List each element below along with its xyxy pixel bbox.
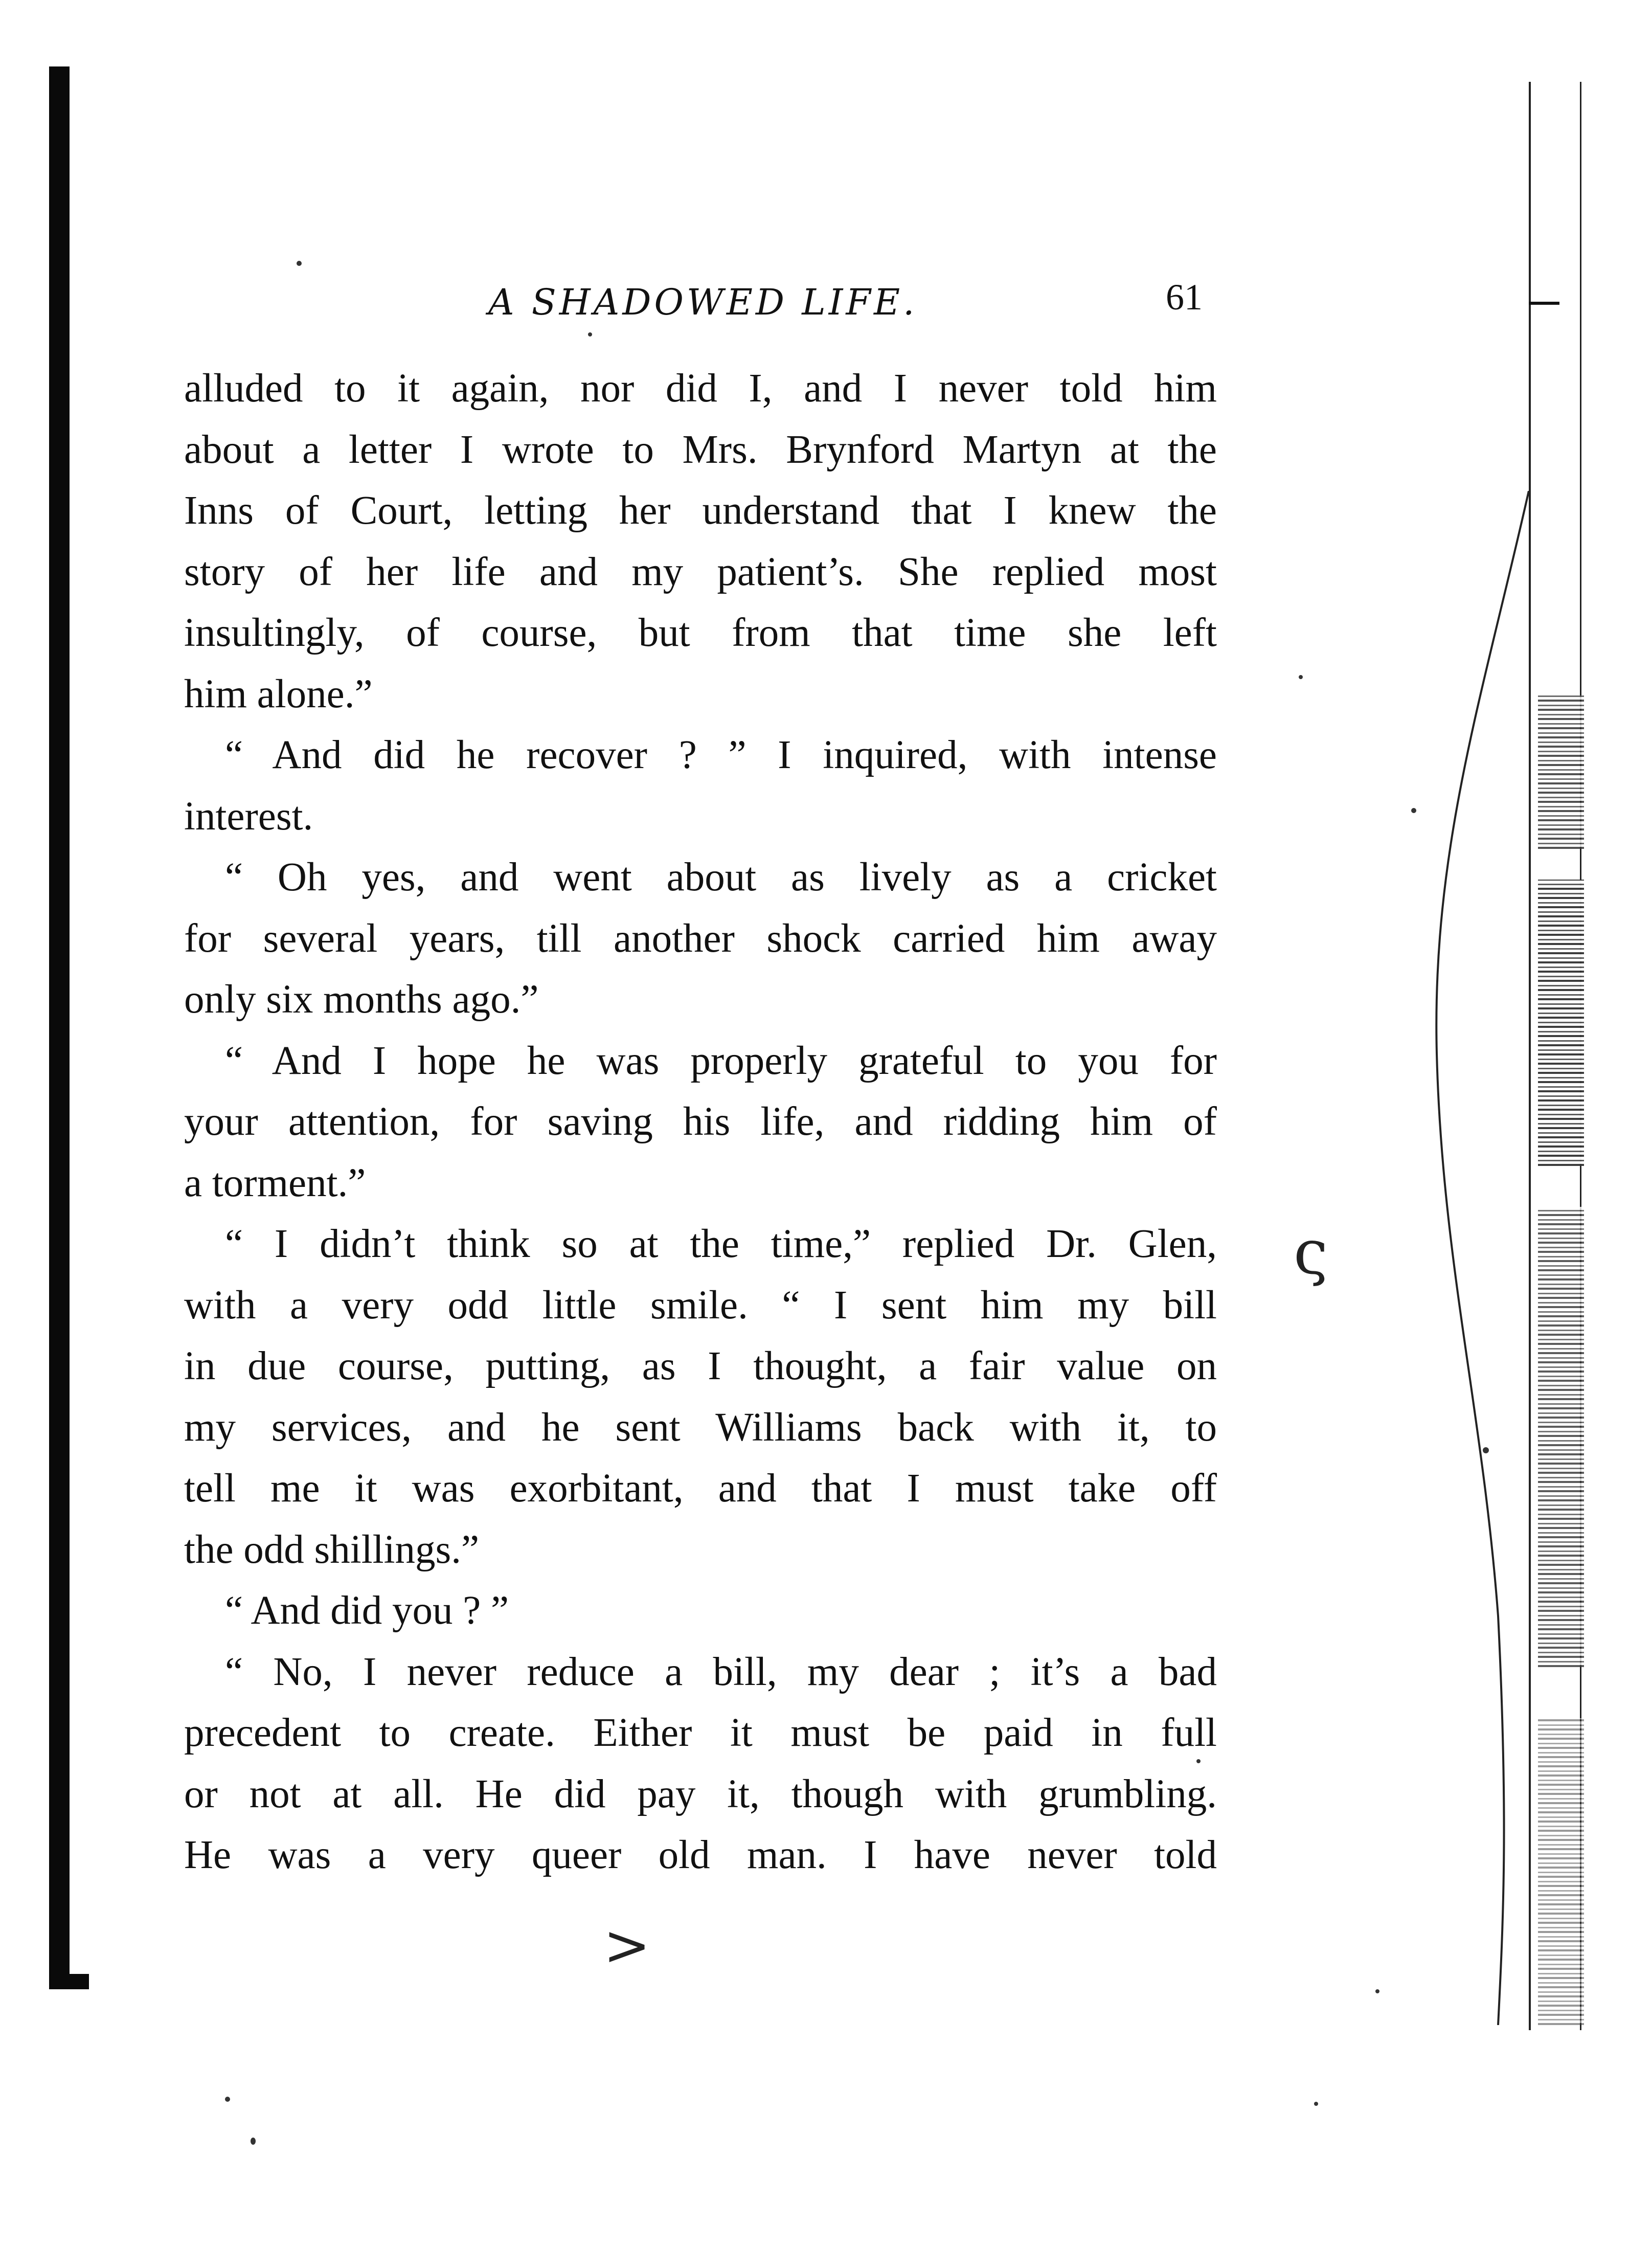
text-line: “ Oh yes, and went about as lively as a cricket [225,855,1217,900]
scanner-edge-artifact [1529,82,1590,2030]
text-line: Inns of Court, letting her understand that I knew the [184,488,1217,533]
body-text [184,358,1217,1886]
scan-speck [1483,1447,1489,1453]
text-line: with a very odd little smile. “ I sent him my bill [184,1283,1217,1328]
stray-mark: > [603,1913,651,1978]
text-line: alluded to it again, nor did I, and I never told him [184,366,1217,411]
text-line: in due course, putting, as I thought, a fair value on [184,1344,1217,1388]
text-line: story of her life and my patient’s. She replied most [184,549,1217,594]
scan-speck [251,2138,256,2145]
text-line: about a letter I wrote to Mrs. Brynford Martyn at the [184,427,1217,472]
running-title: A SHADOWED LIFE. [488,281,918,323]
text-line: him alone.” [184,671,373,716]
text-line: for several years, till another shock carried him away [184,916,1217,961]
text-line: “ I didn’t think so at the time,” replied Dr. Glen, [225,1222,1217,1266]
scan-speck [1299,675,1303,679]
text-line: tell me it was exorbitant, and that I must take off [184,1466,1217,1511]
text-line: “ And did you ? ” [225,1588,509,1633]
stray-mark: ς [1294,1217,1328,1288]
scan-speck [297,261,302,266]
text-line: a torment.” [184,1160,366,1205]
scanner-noise [1538,1718,1584,2025]
scan-speck [1314,2102,1318,2106]
text-line: “ And I hope he was properly grateful to you for [225,1038,1217,1083]
text-line: He was a very queer old man. I have never told [184,1833,1217,1877]
text-line: the odd shillings.” [184,1527,480,1572]
text-line: interest. [184,794,313,839]
scanner-noise [1538,695,1584,849]
text-line: your attention, for saving his life, and ridding him of [184,1099,1217,1144]
text-line: my services, and he sent Williams back with it, to [184,1405,1217,1450]
text-line: insultingly, of course, but from that time she left [184,611,1217,655]
text-line: only six months ago.” [184,977,539,1022]
page-header [0,271,1652,332]
binding-shadow-foot [49,1974,89,1989]
scan-speck [1196,1759,1201,1763]
text-line: “ No, I never reduce a bill, my dear ; it’s a bad [225,1649,1217,1694]
text-line: “ And did he recover ? ” I inquired, with intense [225,733,1217,777]
scan-speck [1375,1989,1379,1993]
scan-speck [1411,808,1416,813]
binding-shadow [49,66,70,1989]
scan-speck [225,2097,230,2102]
scan-speck [588,332,592,336]
scanner-noise [1538,880,1584,1166]
page-number: 61 [1166,277,1203,318]
scanner-edge-line [1529,82,1531,2030]
text-line: or not at all. He did pay it, though with grumbling. [184,1771,1217,1816]
text-line: precedent to create. Either it must be paid in full [184,1711,1217,1755]
scanner-noise [1538,1207,1584,1667]
